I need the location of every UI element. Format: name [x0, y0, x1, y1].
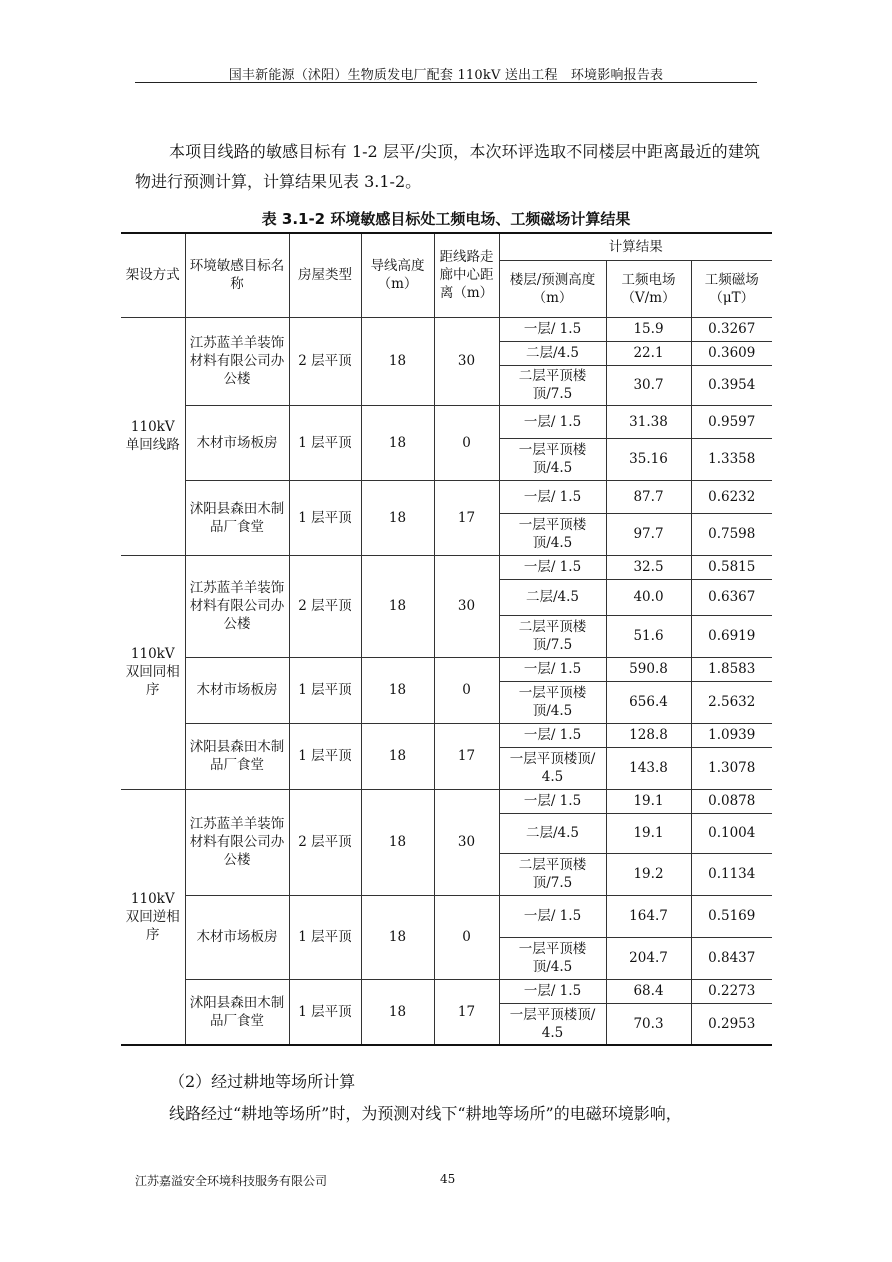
- cell-bfield: 0.7598: [691, 513, 772, 555]
- cell-efield: 19.1: [606, 813, 691, 853]
- table-row: [121, 555, 772, 579]
- cell-bfield: 0.6919: [691, 615, 772, 657]
- cell-house-type: 1 层平顶: [289, 405, 361, 480]
- cell-target-name: 木材市场板房: [185, 405, 289, 480]
- cell-wire-height: 18: [361, 895, 434, 979]
- cell-distance: 17: [434, 979, 499, 1045]
- cell-efield: 590.8: [606, 657, 691, 681]
- cell-distance: 30: [434, 555, 499, 657]
- cell-bfield: 2.5632: [691, 681, 772, 723]
- cell-floor: 一层平顶楼顶/4.5: [499, 937, 606, 979]
- cell-efield: 128.8: [606, 723, 691, 747]
- table-row: [121, 723, 772, 747]
- cell-distance: 0: [434, 657, 499, 723]
- cell-efield: 30.7: [606, 365, 691, 405]
- cell-efield: 35.16: [606, 438, 691, 480]
- cell-floor: 一层/ 1.5: [499, 405, 606, 438]
- cell-distance: 17: [434, 723, 499, 789]
- results-table: [121, 232, 772, 1046]
- cell-efield: 32.5: [606, 555, 691, 579]
- cell-floor: 二层平顶楼顶/7.5: [499, 853, 606, 895]
- cell-bfield: 1.0939: [691, 723, 772, 747]
- cell-house-type: 2 层平顶: [289, 555, 361, 657]
- cell-house-type: 1 层平顶: [289, 480, 361, 555]
- cell-target-name: 沭阳县森田木制品厂食堂: [185, 723, 289, 789]
- table-row: [121, 405, 772, 438]
- cell-wire-height: 18: [361, 405, 434, 480]
- cell-floor: 一层平顶楼顶/4.5: [499, 438, 606, 480]
- header-distance: 距线路走廊中心距离（m）: [434, 233, 499, 317]
- section-2-heading: （2）经过耕地等场所计算: [169, 1072, 356, 1091]
- cell-floor: 二层平顶楼顶/7.5: [499, 615, 606, 657]
- cell-efield: 204.7: [606, 937, 691, 979]
- cell-floor: 一层/ 1.5: [499, 789, 606, 813]
- cell-wire-height: 18: [361, 723, 434, 789]
- cell-house-type: 1 层平顶: [289, 657, 361, 723]
- cell-efield: 40.0: [606, 579, 691, 615]
- cell-target-name: 木材市场板房: [185, 895, 289, 979]
- cell-floor: 一层/ 1.5: [499, 723, 606, 747]
- cell-bfield: 1.8583: [691, 657, 772, 681]
- header-height: 导线高度（m）: [361, 233, 434, 317]
- cell-floor: 一层平顶楼顶/ 4.5: [499, 1003, 606, 1045]
- cell-floor: 一层/ 1.5: [499, 895, 606, 937]
- cell-floor: 一层/ 1.5: [499, 979, 606, 1003]
- cell-floor: 二层/4.5: [499, 341, 606, 365]
- cell-floor: 一层/ 1.5: [499, 555, 606, 579]
- cell-type: 110kV 单回线路: [121, 317, 185, 555]
- cell-bfield: 0.2273: [691, 979, 772, 1003]
- cell-efield: 22.1: [606, 341, 691, 365]
- cell-wire-height: 18: [361, 317, 434, 405]
- cell-distance: 0: [434, 895, 499, 979]
- header-results: 计算结果: [499, 233, 772, 260]
- cell-efield: 143.8: [606, 747, 691, 789]
- table-row: [121, 789, 772, 813]
- cell-bfield: 0.8437: [691, 937, 772, 979]
- cell-efield: 70.3: [606, 1003, 691, 1045]
- header-type: 架设方式: [121, 233, 185, 317]
- header-rule: [135, 82, 757, 83]
- cell-efield: 19.2: [606, 853, 691, 895]
- cell-target-name: 木材市场板房: [185, 657, 289, 723]
- cell-bfield: 0.3609: [691, 341, 772, 365]
- header-efield: 工频电场（V/m）: [606, 260, 691, 317]
- cell-house-type: 2 层平顶: [289, 789, 361, 895]
- cell-efield: 15.9: [606, 317, 691, 341]
- cell-efield: 97.7: [606, 513, 691, 555]
- cell-type: 110kV 双回逆相序: [121, 789, 185, 1045]
- cell-house-type: 2 层平顶: [289, 317, 361, 405]
- footer-company: 江苏嘉溢安全环境科技服务有限公司: [135, 1174, 328, 1188]
- header-target: 环境敏感目标名称: [185, 233, 289, 317]
- cell-distance: 0: [434, 405, 499, 480]
- cell-target-name: 江苏蓝羊羊装饰材料有限公司办公楼: [185, 789, 289, 895]
- table-body: [121, 317, 772, 1045]
- cell-bfield: 0.3954: [691, 365, 772, 405]
- cell-house-type: 1 层平顶: [289, 979, 361, 1045]
- cell-house-type: 1 层平顶: [289, 895, 361, 979]
- cell-efield: 51.6: [606, 615, 691, 657]
- header-house: 房屋类型: [289, 233, 361, 317]
- cell-bfield: 0.5815: [691, 555, 772, 579]
- cell-bfield: 0.6367: [691, 579, 772, 615]
- cell-bfield: 1.3358: [691, 438, 772, 480]
- page-number: 45: [440, 1172, 456, 1186]
- section-2-paragraph: 线路经过“耕地等场所”时，为预测对线下“耕地等场所”的电磁环境影响，: [169, 1104, 682, 1123]
- cell-target-name: 沭阳县森田木制品厂食堂: [185, 480, 289, 555]
- cell-target-name: 江苏蓝羊羊装饰材料有限公司办公楼: [185, 317, 289, 405]
- intro-paragraph: 本项目线路的敏感目标有 1-2 层平/尖顶，本次环评选取不同楼层中距离最近的建筑物进行预测计算，计算结果见表 3.1-2。: [135, 142, 760, 191]
- cell-efield: 19.1: [606, 789, 691, 813]
- cell-floor: 二层/4.5: [499, 813, 606, 853]
- cell-floor: 二层/4.5: [499, 579, 606, 615]
- cell-floor: 一层/ 1.5: [499, 317, 606, 341]
- cell-type: 110kV 双回同相序: [121, 555, 185, 789]
- cell-wire-height: 18: [361, 789, 434, 895]
- table-row: [121, 657, 772, 681]
- cell-wire-height: 18: [361, 657, 434, 723]
- cell-bfield: 0.3267: [691, 317, 772, 341]
- cell-bfield: 0.9597: [691, 405, 772, 438]
- cell-floor: 一层平顶楼顶/4.5: [499, 681, 606, 723]
- cell-wire-height: 18: [361, 555, 434, 657]
- table-row: [121, 480, 772, 513]
- cell-wire-height: 18: [361, 480, 434, 555]
- cell-floor: 一层/ 1.5: [499, 480, 606, 513]
- table-row: [121, 317, 772, 341]
- header-floor: 楼层/预测高度（m）: [499, 260, 606, 317]
- cell-bfield: 0.1004: [691, 813, 772, 853]
- cell-efield: 164.7: [606, 895, 691, 937]
- cell-bfield: 0.6232: [691, 480, 772, 513]
- table-row: [121, 895, 772, 937]
- table-row: [121, 979, 772, 1003]
- cell-floor: 一层平顶楼顶/4.5: [499, 513, 606, 555]
- cell-floor: 一层/ 1.5: [499, 657, 606, 681]
- cell-efield: 31.38: [606, 405, 691, 438]
- cell-bfield: 0.0878: [691, 789, 772, 813]
- cell-bfield: 1.3078: [691, 747, 772, 789]
- table-caption: 表 3.1-2 环境敏感目标处工频电场、工频磁场计算结果: [261, 210, 631, 228]
- header-bfield: 工频磁场（μT）: [691, 260, 772, 317]
- cell-house-type: 1 层平顶: [289, 723, 361, 789]
- cell-distance: 30: [434, 789, 499, 895]
- cell-bfield: 0.5169: [691, 895, 772, 937]
- cell-target-name: 沭阳县森田木制品厂食堂: [185, 979, 289, 1045]
- cell-target-name: 江苏蓝羊羊装饰材料有限公司办公楼: [185, 555, 289, 657]
- cell-floor: 一层平顶楼顶/ 4.5: [499, 747, 606, 789]
- cell-wire-height: 18: [361, 979, 434, 1045]
- header-title: 国丰新能源（沭阳）生物质发电厂配套 110kV 送出工程 环境影响报告表: [228, 68, 664, 83]
- cell-efield: 656.4: [606, 681, 691, 723]
- cell-distance: 30: [434, 317, 499, 405]
- cell-floor: 二层平顶楼顶/7.5: [499, 365, 606, 405]
- cell-bfield: 0.2953: [691, 1003, 772, 1045]
- cell-efield: 68.4: [606, 979, 691, 1003]
- cell-bfield: 0.1134: [691, 853, 772, 895]
- cell-distance: 17: [434, 480, 499, 555]
- cell-efield: 87.7: [606, 480, 691, 513]
